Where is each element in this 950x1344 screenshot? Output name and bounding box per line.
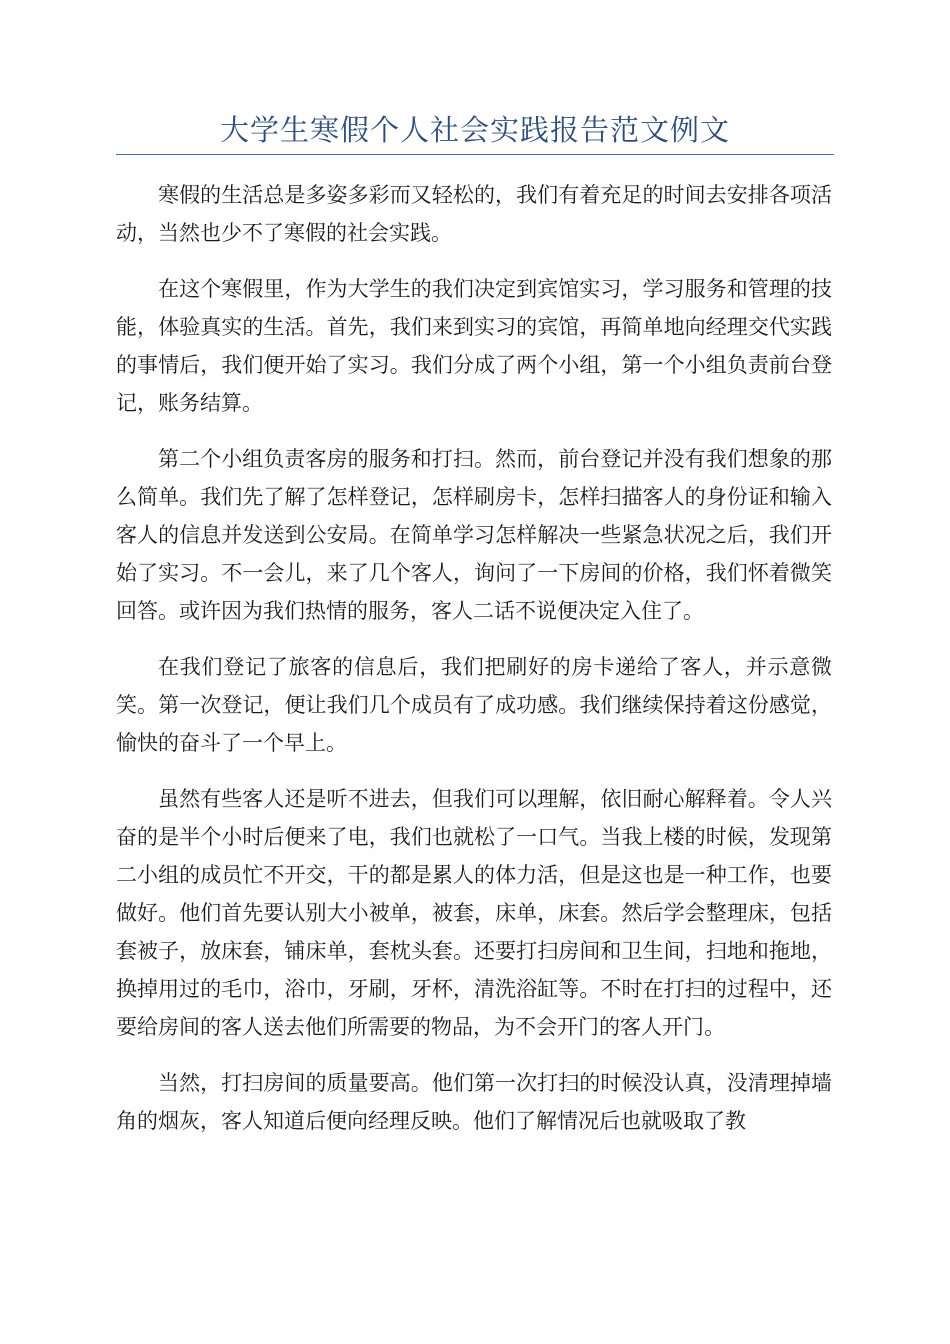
paragraph-2: 在这个寒假里，作为大学生的我们决定到宾馆实习，学习服务和管理的技能，体验真实的生活。首先，我们来到实习的宾馆，再简单地向经理交代实践的事情后，我们便开始了实习。我们分成了两个小组，第一个小组负责前台登记，账务结算。 <box>116 277 832 415</box>
paragraph-3: 第二个小组负责客房的服务和打扫。然而，前台登记并没有我们想象的那么简单。我们先了解了怎样登记，怎样刷房卡，怎样扫描客人的身份证和输入客人的信息并发送到公安局。在简单学习怎样解决一些紧急状况之后，我们开始了实习。不一会儿，来了几个客人，询问了一下房间的价格，我们怀着微笑回答。或许因为我们热情的服务，客人二话不说便决定入住了。 <box>116 447 832 623</box>
paragraph-5: 虽然有些客人还是听不进去，但我们可以理解，依旧耐心解释着。令人兴奋的是半个小时后便来了电，我们也就松了一口气。当我上楼的时候，发现第二小组的成员忙不开交，干的都是累人的体力活，但是这也是一种工作，也要做好。他们首先要认别大小被单，被套，床单，床套。然后学会整理床，包括套被子，放床套，铺床单，套枕头套。还要打扫房间和卫生间，扫地和拖地，换掉用过的毛巾，浴巾，牙刷，牙杯，清洗浴缸等。不时在打扫的过程中，还要给房间的客人送去他们所需要的物品，为不会开门的客人开门。 <box>116 787 832 1039</box>
document-title: 大学生寒假个人社会实践报告范文例文 <box>219 113 730 147</box>
document-body <box>116 176 832 1158</box>
paragraph-4: 在我们登记了旅客的信息后，我们把刷好的房卡递给了客人，并示意微笑。第一次登记，便让我们几个成员有了成功感。我们继续保持着这份感觉，愉快的奋斗了一个早上。 <box>116 655 832 755</box>
paragraph-6: 当然，打扫房间的质量要高。他们第一次打扫的时候没认真，没清理掉墙角的烟灰，客人知道后便向经理反映。他们了解情况后也就吸取了教 <box>116 1071 832 1133</box>
title-underline <box>116 154 834 155</box>
paragraph-1: 寒假的生活总是多姿多彩而又轻松的，我们有着充足的时间去安排各项活动，当然也少不了寒假的社会实践。 <box>116 183 832 245</box>
